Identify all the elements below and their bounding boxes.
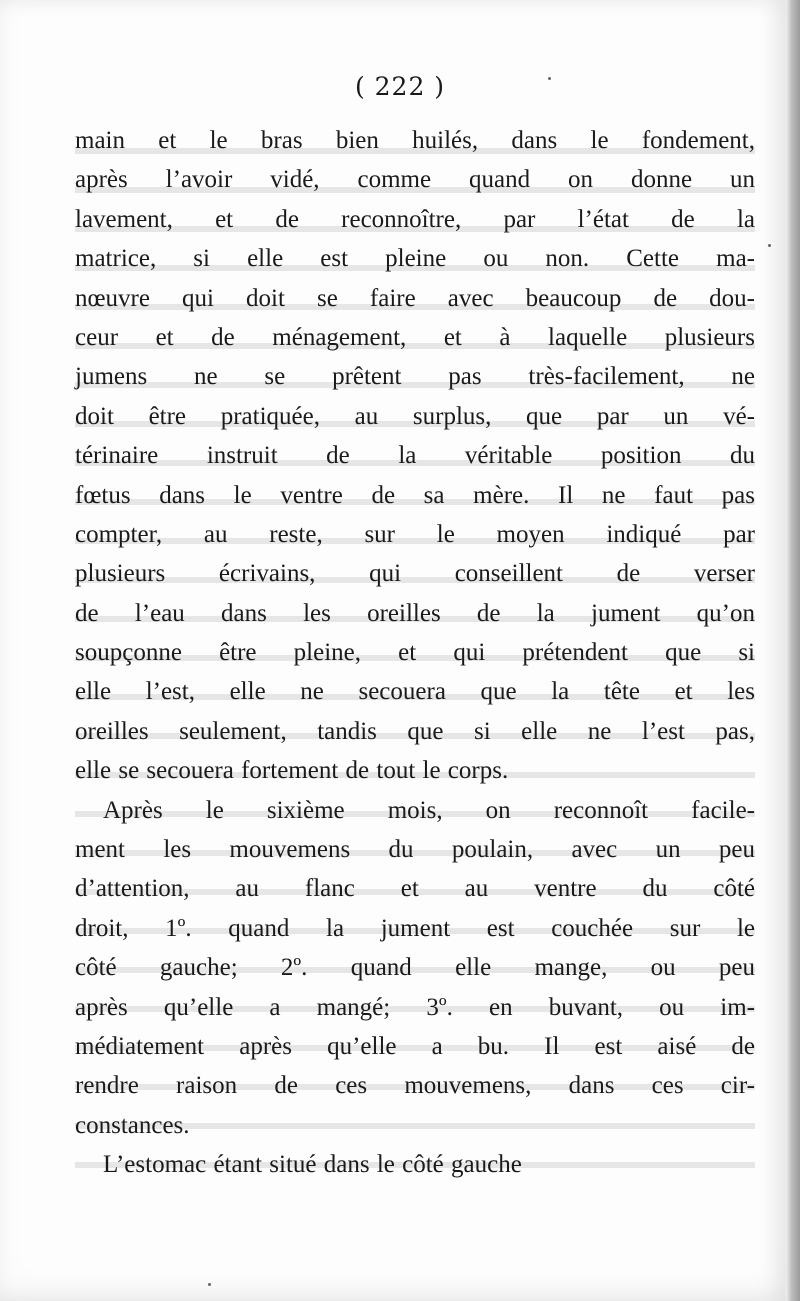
text-line: Après le sixième mois, on reconnoît facile- (103, 796, 755, 824)
text-line: jumens ne se prêtent pas très-facilement, ne (75, 363, 755, 391)
text-line: après l’avoir vidé, comme quand on donne un (75, 166, 755, 194)
text-line: lavement, et de reconnoître, par l’état de la (75, 205, 755, 233)
text-line: soupçonne être pleine, et qui prétendent que si (75, 639, 755, 667)
text-line: ceur et de ménagement, et à laquelle plusieurs (75, 323, 755, 351)
text-line: doit être pratiquée, au surplus, que par un vé- (75, 402, 755, 430)
text-line: après qu’elle a mangé; 3º. en buvant, ou im- (75, 993, 755, 1021)
paper-speck (548, 77, 551, 80)
text-line: matrice, si elle est pleine ou non. Cette ma- (75, 245, 755, 273)
text-line: constances. (75, 1111, 190, 1139)
body-text (75, 121, 755, 1185)
text-line: médiatement après qu’elle a bu. Il est aisé de (75, 1032, 755, 1060)
paper-speck (768, 244, 771, 247)
text-line: L’estomac étant situé dans le côté gauche (103, 1151, 522, 1179)
text-line: nœuvre qui doit se faire avec beaucoup de dou- (75, 284, 755, 312)
text-line: elle se secouera fortement de tout le corps. (75, 757, 509, 785)
text-line: compter, au reste, sur le moyen indiqué par (75, 520, 755, 548)
text-line: térinaire instruit de la véritable position du (75, 442, 755, 470)
text-line: droit, 1º. quand la jument est couchée sur le (75, 914, 755, 942)
text-line: elle l’est, elle ne secouera que la tête et les (75, 678, 755, 706)
text-line: de l’eau dans les oreilles de la jument qu’on (75, 599, 755, 627)
text-line: oreilles seulement, tandis que si elle ne l’est pas, (75, 717, 755, 745)
text-line: plusieurs écrivains, qui conseillent de verser (75, 560, 755, 588)
page-edge (786, 0, 800, 1301)
text-line: rendre raison de ces mouvemens, dans ces cir- (75, 1072, 755, 1100)
page-number: ( 222 ) (354, 72, 446, 101)
paper-speck (208, 1283, 211, 1286)
text-line: fœtus dans le ventre de sa mère. Il ne faut pas (75, 481, 755, 509)
text-line: côté gauche; 2º. quand elle mange, ou peu (75, 954, 755, 982)
text-line: ment les mouvemens du poulain, avec un peu (75, 836, 755, 864)
text-line: main et le bras bien huilés, dans le fondement, (75, 127, 755, 154)
text-line: d’attention, au flanc et au ventre du côté (75, 875, 755, 903)
